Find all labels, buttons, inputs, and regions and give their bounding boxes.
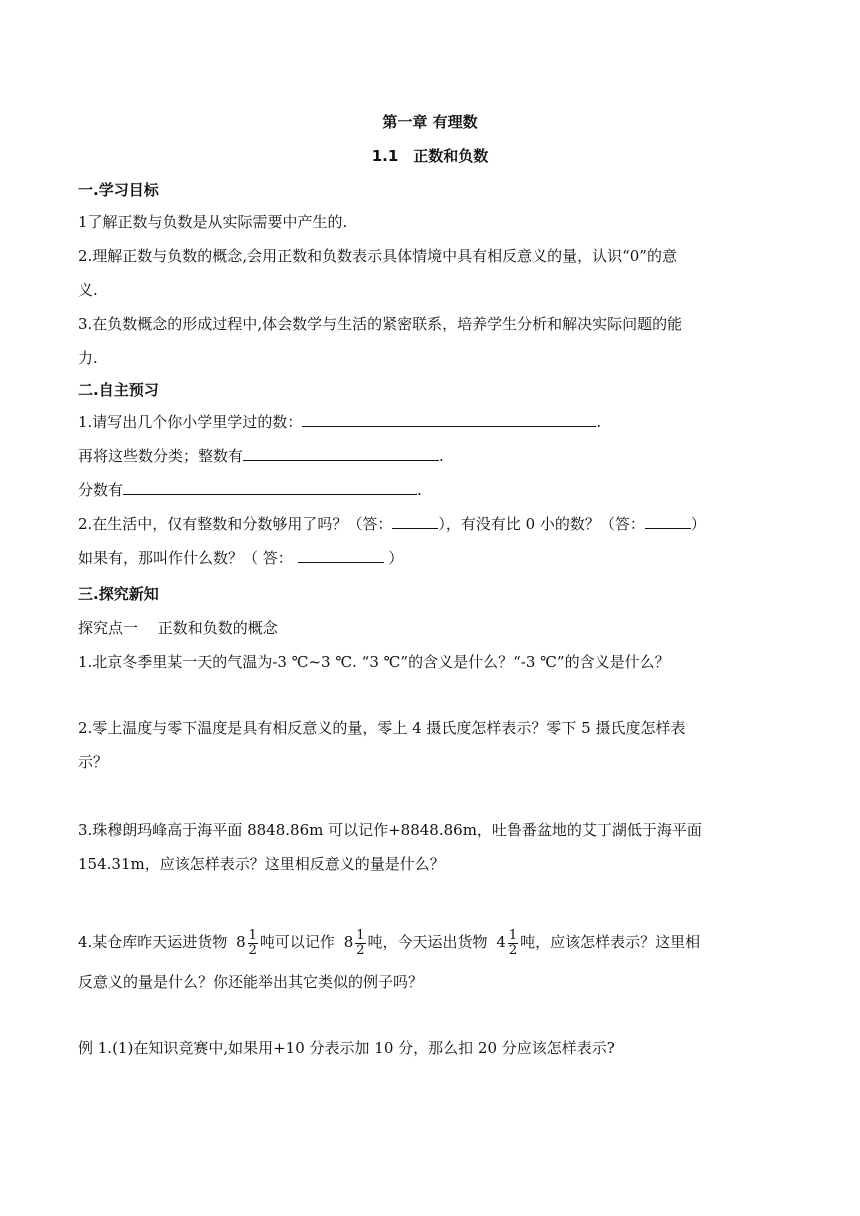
fraction bbox=[355, 929, 365, 958]
mixed-number-2 bbox=[340, 927, 368, 958]
preview-q1-integers-text: 再将这些数分类；整数有 bbox=[78, 447, 244, 465]
preview-q1-fractions-text: 分数有 bbox=[78, 481, 124, 499]
goal-item-1: 1了解正数与负数是从实际需要中产生的. bbox=[78, 213, 348, 231]
explore-q4-text-1: 4.某仓库昨天运进货物 bbox=[78, 933, 228, 951]
section-heading-explore: 三.探究新知 bbox=[78, 585, 159, 603]
chapter-title: 第一章 有理数 bbox=[382, 113, 478, 131]
preview-q1-end: . bbox=[596, 413, 602, 431]
goal-item-2-cont: 义. bbox=[78, 281, 98, 299]
preview-q2-text-c: ） bbox=[690, 515, 706, 533]
section-heading-preview: 二.自主预习 bbox=[78, 381, 159, 399]
goal-item-3-cont: 力. bbox=[78, 349, 98, 367]
explore-q2: 2.零上温度与零下温度是具有相反意义的量，零上 4 摄氏度怎样表示？零下 5 摄氏度怎样表 bbox=[78, 719, 686, 737]
fraction bbox=[508, 929, 518, 958]
example-1: 例 1.(1)在知识竞赛中,如果用+10 分表示加 10 分，那么扣 20 分应该怎样表示? bbox=[78, 1039, 615, 1057]
explore-q4-text-4: 吨，应该怎样表示？这里相 bbox=[520, 933, 701, 951]
fraction-denominator: 2 bbox=[356, 942, 365, 958]
goal-item-2: 2.理解正数与负数的概念,会用正数和负数表示具体情境中具有相反意义的量，认识“0”的意 bbox=[78, 247, 677, 265]
explore-q1: 1.北京冬季里某一天的气温为-3 ℃~3 ℃. “3 ℃”的含义是什么？“-3 ℃”的含义是什么？ bbox=[78, 653, 670, 671]
fraction-numerator: 1 bbox=[508, 927, 518, 943]
preview-q2-cont-text-b: ） bbox=[383, 549, 404, 567]
mixed-number-whole: 8 bbox=[343, 933, 354, 951]
mixed-number-whole: 8 bbox=[236, 933, 246, 951]
mixed-number-whole: 4 bbox=[496, 933, 506, 951]
explore-q2-cont: 示？ bbox=[78, 753, 109, 771]
goal-item-3: 3.在负数概念的形成过程中,体会数学与生活的紧密联系，培养学生分析和解决实际问题的能 bbox=[78, 315, 683, 333]
explore-q4-cont: 反意义的量是什么？你还能举出其它类似的例子吗？ bbox=[78, 973, 424, 991]
fraction-numerator: 1 bbox=[248, 927, 257, 943]
answer-blank[interactable] bbox=[123, 480, 417, 495]
fraction-denominator: 2 bbox=[508, 942, 518, 958]
preview-q2-text-a: 2.在生活中，仅有整数和分数够用了吗？（答： bbox=[78, 515, 393, 533]
explore-q4-text-3: 吨，今天运出货物 bbox=[367, 933, 488, 951]
preview-q1-fractions-end: . bbox=[417, 481, 422, 499]
preview-q2-text-b: ），有没有比 0 小的数？（答： bbox=[438, 515, 645, 533]
explore-point-1: 探究点一 正数和负数的概念 bbox=[78, 619, 278, 637]
mixed-number-3 bbox=[492, 927, 520, 958]
explore-q3: 3.珠穆朗玛峰高于海平面 8848.86m 可以记作+8848.86m，吐鲁番盆地的艾丁湖低于海平面 bbox=[78, 821, 702, 839]
answer-blank[interactable] bbox=[243, 446, 439, 461]
section-heading-goals: 一.学习目标 bbox=[78, 181, 159, 199]
fraction-denominator: 2 bbox=[248, 942, 257, 958]
preview-q1-integers-end: . bbox=[439, 447, 444, 465]
answer-blank[interactable] bbox=[298, 548, 384, 563]
answer-blank[interactable] bbox=[645, 514, 691, 529]
explore-q3-cont: 154.31m，应该怎样表示？这里相反意义的量是什么？ bbox=[78, 855, 445, 873]
answer-blank[interactable] bbox=[302, 412, 596, 427]
preview-q1-integers bbox=[78, 446, 790, 466]
mixed-number-1 bbox=[232, 927, 260, 958]
preview-q1-text: 1.请写出几个你小学里学过的数： bbox=[78, 413, 303, 431]
preview-q2 bbox=[78, 514, 790, 534]
fraction-numerator: 1 bbox=[356, 927, 365, 943]
explore-q4 bbox=[78, 922, 790, 962]
answer-blank[interactable] bbox=[392, 514, 438, 529]
preview-q2-cont bbox=[78, 548, 790, 568]
preview-q1 bbox=[78, 412, 790, 432]
preview-q2-cont-text-a: 如果有，那叫作什么数？（ 答： bbox=[78, 549, 298, 567]
explore-q4-text-2: 吨可以记作 bbox=[259, 933, 335, 951]
preview-q1-fractions bbox=[78, 480, 790, 500]
fraction bbox=[248, 929, 258, 958]
section-title: 1.1 正数和负数 bbox=[371, 147, 489, 165]
